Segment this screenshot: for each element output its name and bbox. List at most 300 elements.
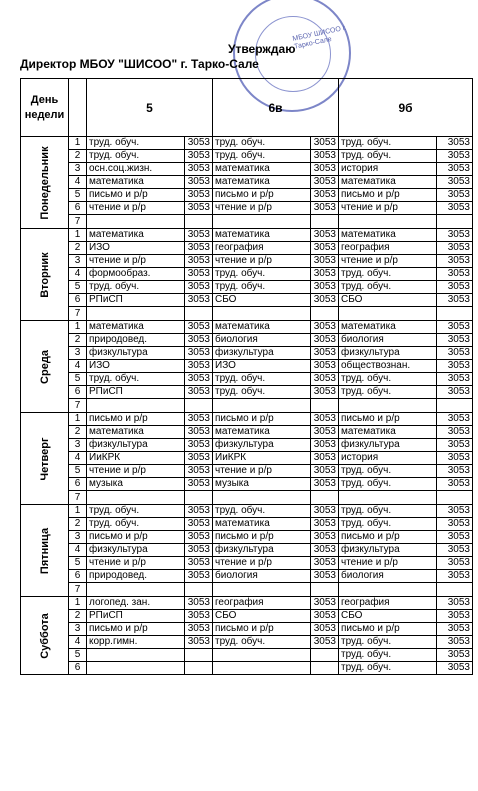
table-row [21,505,473,518]
room-cell: 3053 [311,386,339,399]
subject-cell: труд. обуч. [213,150,311,163]
subject-cell: математика [87,176,185,189]
subject-cell: корр.гимн. [87,636,185,649]
lesson-number: 7 [69,399,87,413]
subject-cell: ИЗО [87,360,185,373]
room-cell [185,662,213,675]
subject-cell [213,491,311,505]
lesson-number: 5 [69,281,87,294]
subject-cell: математика [213,229,311,242]
room-cell: 3053 [437,557,473,570]
subject-cell: ИиКРК [87,452,185,465]
room-cell: 3053 [437,294,473,307]
room-cell: 3053 [185,281,213,294]
room-cell: 3053 [311,544,339,557]
room-cell: 3053 [437,597,473,610]
room-cell [437,583,473,597]
subject-cell: труд. обуч. [339,281,437,294]
room-cell: 3053 [437,610,473,623]
table-row [21,360,473,373]
subject-cell: труд. обуч. [87,505,185,518]
subject-cell: чтение и р/р [87,557,185,570]
day-name-cell [21,597,69,675]
table-row [21,321,473,334]
lesson-number: 6 [69,202,87,215]
room-cell [437,215,473,229]
room-cell: 3053 [311,623,339,636]
table-row [21,426,473,439]
room-cell: 3053 [311,255,339,268]
subject-cell: СБО [339,294,437,307]
lesson-number: 3 [69,531,87,544]
room-cell: 3053 [311,360,339,373]
room-cell [185,649,213,662]
subject-cell: математика [213,321,311,334]
lesson-number: 1 [69,597,87,610]
subject-cell: письмо и р/р [87,413,185,426]
subject-cell: чтение и р/р [339,557,437,570]
room-cell: 3053 [437,189,473,202]
lesson-number: 2 [69,518,87,531]
room-cell: 3053 [185,294,213,307]
subject-cell: география [213,597,311,610]
room-cell: 3053 [437,347,473,360]
room-cell: 3053 [185,636,213,649]
subject-cell: чтение и р/р [213,255,311,268]
subject-cell: труд. обуч. [213,281,311,294]
room-cell: 3053 [185,150,213,163]
subject-cell: труд. обуч. [87,281,185,294]
room-cell: 3053 [185,360,213,373]
room-cell: 3053 [185,623,213,636]
subject-cell: математика [87,321,185,334]
room-cell: 3053 [185,347,213,360]
table-row [21,570,473,583]
day-name-cell [21,413,69,505]
room-cell: 3053 [311,465,339,478]
subject-cell [339,583,437,597]
lesson-number: 3 [69,623,87,636]
subject-cell: ИЗО [87,242,185,255]
subject-cell [87,215,185,229]
room-cell: 3053 [311,163,339,176]
subject-cell: труд. обуч. [339,268,437,281]
room-cell: 3053 [437,478,473,491]
subject-cell: чтение и р/р [213,557,311,570]
room-cell: 3053 [185,163,213,176]
subject-cell: труд. обуч. [213,137,311,150]
subject-cell: СБО [339,610,437,623]
room-cell: 3053 [437,268,473,281]
room-cell: 3053 [437,386,473,399]
header-spacer [69,79,87,137]
room-cell: 3053 [311,294,339,307]
lesson-number: 6 [69,478,87,491]
room-cell: 3053 [311,373,339,386]
room-cell: 3053 [437,242,473,255]
subject-cell: труд. обуч. [213,386,311,399]
table-row [21,491,473,505]
subject-cell: математика [339,176,437,189]
room-cell: 3053 [311,518,339,531]
room-cell: 3053 [185,413,213,426]
room-cell: 3053 [311,570,339,583]
subject-cell [213,649,311,662]
subject-cell: чтение и р/р [339,255,437,268]
room-cell: 3053 [311,150,339,163]
subject-cell: труд. обуч. [339,636,437,649]
lesson-number: 5 [69,557,87,570]
room-cell: 3053 [437,255,473,268]
room-cell: 3053 [185,439,213,452]
subject-cell [87,399,185,413]
room-cell: 3053 [311,452,339,465]
subject-cell: физкультура [87,544,185,557]
lesson-number: 3 [69,347,87,360]
room-cell: 3053 [437,281,473,294]
room-cell [185,215,213,229]
room-cell: 3053 [185,465,213,478]
room-cell: 3053 [437,137,473,150]
lesson-number: 4 [69,360,87,373]
table-row [21,465,473,478]
subject-cell: труд. обуч. [87,373,185,386]
room-cell [311,662,339,675]
subject-cell [213,215,311,229]
subject-cell: математика [213,426,311,439]
table-row [21,150,473,163]
lesson-number: 5 [69,649,87,662]
table-row [21,163,473,176]
table-row [21,307,473,321]
room-cell: 3053 [311,189,339,202]
room-cell [185,307,213,321]
room-cell: 3053 [437,623,473,636]
lesson-number: 2 [69,334,87,347]
room-cell: 3053 [437,544,473,557]
table-row [21,544,473,557]
room-cell: 3053 [311,597,339,610]
subject-cell: биология [213,570,311,583]
subject-cell: чтение и р/р [339,202,437,215]
table-row [21,531,473,544]
table-row [21,189,473,202]
room-cell: 3053 [437,176,473,189]
table-row [21,518,473,531]
subject-cell: чтение и р/р [213,202,311,215]
subject-cell [87,662,185,675]
room-cell: 3053 [437,505,473,518]
room-cell: 3053 [311,242,339,255]
lesson-number: 2 [69,610,87,623]
day-name: Пятница [38,527,51,574]
table-row [21,334,473,347]
day-name: Четверг [38,436,51,481]
subject-cell: математика [213,518,311,531]
subject-cell: география [339,242,437,255]
room-cell: 3053 [185,570,213,583]
subject-cell: чтение и р/р [87,202,185,215]
table-row [21,439,473,452]
subject-cell [213,583,311,597]
room-cell [437,307,473,321]
lesson-number: 4 [69,268,87,281]
subject-cell: обществознан. [339,360,437,373]
subject-cell: труд. обуч. [213,373,311,386]
room-cell: 3053 [437,662,473,675]
room-cell: 3053 [311,334,339,347]
subject-cell: математика [339,229,437,242]
subject-cell: СБО [213,610,311,623]
lesson-number: 2 [69,426,87,439]
subject-cell: история [339,452,437,465]
lesson-number: 1 [69,321,87,334]
subject-cell [339,307,437,321]
subject-cell: физкультура [213,347,311,360]
lesson-number: 7 [69,215,87,229]
room-cell [185,399,213,413]
table-row [21,202,473,215]
subject-cell: природовед. [87,570,185,583]
table-row [21,452,473,465]
subject-cell: письмо и р/р [339,531,437,544]
subject-cell: письмо и р/р [213,531,311,544]
table-row [21,268,473,281]
room-cell: 3053 [185,597,213,610]
subject-cell: письмо и р/р [339,413,437,426]
table-row [21,255,473,268]
subject-cell: формообраз. [87,268,185,281]
subject-cell: письмо и р/р [87,189,185,202]
room-cell: 3053 [185,255,213,268]
subject-cell: письмо и р/р [213,189,311,202]
day-name-cell [21,321,69,413]
subject-cell: физкультура [213,544,311,557]
table-row [21,478,473,491]
room-cell [185,583,213,597]
day-name: Суббота [38,612,51,659]
subject-cell: письмо и р/р [213,413,311,426]
room-cell: 3053 [437,360,473,373]
subject-cell: осн.соц.жизн. [87,163,185,176]
table-row [21,386,473,399]
stamp-text: МБОУ ШИСОО г. Тарко-Сале [291,24,348,51]
subject-cell [339,215,437,229]
subject-cell: труд. обуч. [339,150,437,163]
room-cell: 3053 [437,636,473,649]
subject-cell: ИЗО [213,360,311,373]
lesson-number: 4 [69,544,87,557]
room-cell [311,583,339,597]
subject-cell: биология [339,570,437,583]
lesson-number: 7 [69,307,87,321]
subject-cell: география [213,242,311,255]
room-cell: 3053 [437,373,473,386]
lesson-number: 4 [69,636,87,649]
room-cell: 3053 [185,505,213,518]
subject-cell: труд. обуч. [339,649,437,662]
subject-cell: труд. обуч. [339,478,437,491]
room-cell: 3053 [185,202,213,215]
subject-cell: письмо и р/р [213,623,311,636]
subject-cell: биология [213,334,311,347]
subject-cell: история [339,163,437,176]
table-row [21,229,473,242]
lesson-number: 6 [69,386,87,399]
lesson-number: 3 [69,439,87,452]
lesson-number: 2 [69,242,87,255]
subject-cell: труд. обуч. [339,137,437,150]
table-row [21,623,473,636]
lesson-number: 4 [69,176,87,189]
lesson-number: 4 [69,452,87,465]
room-cell: 3053 [437,649,473,662]
class-header-6v: 6в [213,79,339,137]
room-cell: 3053 [185,189,213,202]
table-row [21,557,473,570]
subject-cell: труд. обуч. [339,662,437,675]
subject-cell: труд. обуч. [87,150,185,163]
lesson-number: 7 [69,583,87,597]
class-header-5: 5 [87,79,213,137]
table-row [21,610,473,623]
lesson-number: 1 [69,413,87,426]
room-cell [185,491,213,505]
subject-cell: чтение и р/р [87,465,185,478]
room-cell: 3053 [185,229,213,242]
subject-cell: физкультура [213,439,311,452]
room-cell [311,491,339,505]
subject-cell: математика [213,176,311,189]
subject-cell: труд. обуч. [213,505,311,518]
room-cell: 3053 [311,531,339,544]
subject-cell: физкультура [87,347,185,360]
room-cell [311,307,339,321]
subject-cell: математика [339,321,437,334]
day-column-header: День недели [21,79,69,137]
day-name: Среда [38,349,51,384]
subject-cell: РПиСП [87,610,185,623]
room-cell: 3053 [437,163,473,176]
table-row [21,281,473,294]
subject-cell: труд. обуч. [339,373,437,386]
subject-cell: география [339,597,437,610]
lesson-number: 5 [69,465,87,478]
room-cell [311,215,339,229]
lesson-number: 6 [69,570,87,583]
table-row [21,662,473,675]
room-cell: 3053 [437,570,473,583]
room-cell: 3053 [437,321,473,334]
subject-cell: природовед. [87,334,185,347]
room-cell: 3053 [311,426,339,439]
subject-cell [87,491,185,505]
room-cell: 3053 [311,137,339,150]
subject-cell: РПиСП [87,386,185,399]
lesson-number: 5 [69,373,87,386]
subject-cell [339,491,437,505]
table-row [21,399,473,413]
room-cell: 3053 [437,465,473,478]
table-row [21,242,473,255]
room-cell: 3053 [437,334,473,347]
room-cell: 3053 [437,150,473,163]
day-name-cell [21,137,69,229]
room-cell: 3053 [311,268,339,281]
room-cell: 3053 [185,544,213,557]
subject-cell: математика [339,426,437,439]
room-cell: 3053 [185,452,213,465]
room-cell: 3053 [185,321,213,334]
table-row [21,636,473,649]
room-cell: 3053 [185,478,213,491]
room-cell: 3053 [185,137,213,150]
room-cell: 3053 [185,518,213,531]
subject-cell: труд. обуч. [339,465,437,478]
room-cell [437,399,473,413]
subject-cell: труд. обуч. [213,268,311,281]
room-cell: 3053 [185,242,213,255]
room-cell [311,399,339,413]
subject-cell: математика [213,163,311,176]
subject-cell: музыка [87,478,185,491]
subject-cell: труд. обуч. [339,386,437,399]
lesson-number: 3 [69,255,87,268]
table-row [21,176,473,189]
table-row [21,215,473,229]
room-cell: 3053 [437,531,473,544]
lesson-number: 5 [69,189,87,202]
table-header-row [21,79,473,137]
room-cell: 3053 [185,557,213,570]
room-cell: 3053 [311,439,339,452]
subject-cell [213,399,311,413]
table-row [21,649,473,662]
room-cell: 3053 [185,531,213,544]
lesson-number: 6 [69,662,87,675]
lesson-number: 1 [69,229,87,242]
subject-cell: физкультура [339,544,437,557]
subject-cell: физкультура [339,347,437,360]
subject-cell: письмо и р/р [87,531,185,544]
room-cell: 3053 [311,229,339,242]
subject-cell: физкультура [339,439,437,452]
subject-cell: труд. обуч. [213,636,311,649]
subject-cell: труд. обуч. [87,137,185,150]
room-cell: 3053 [311,557,339,570]
lesson-number: 1 [69,505,87,518]
subject-cell: письмо и р/р [339,623,437,636]
director-title: Директор МБОУ "ШИСОО" г. Тарко-Сале [20,57,259,71]
subject-cell: математика [87,229,185,242]
subject-cell: письмо и р/р [339,189,437,202]
subject-cell: РПиСП [87,294,185,307]
lesson-number: 2 [69,150,87,163]
table-row [21,137,473,150]
schedule-table [20,78,473,675]
room-cell: 3053 [185,373,213,386]
day-name-cell [21,505,69,597]
subject-cell [213,662,311,675]
subject-cell [339,399,437,413]
room-cell: 3053 [311,321,339,334]
subject-cell [87,583,185,597]
subject-cell [87,307,185,321]
room-cell: 3053 [311,347,339,360]
room-cell: 3053 [185,386,213,399]
room-cell: 3053 [311,610,339,623]
room-cell: 3053 [311,505,339,518]
